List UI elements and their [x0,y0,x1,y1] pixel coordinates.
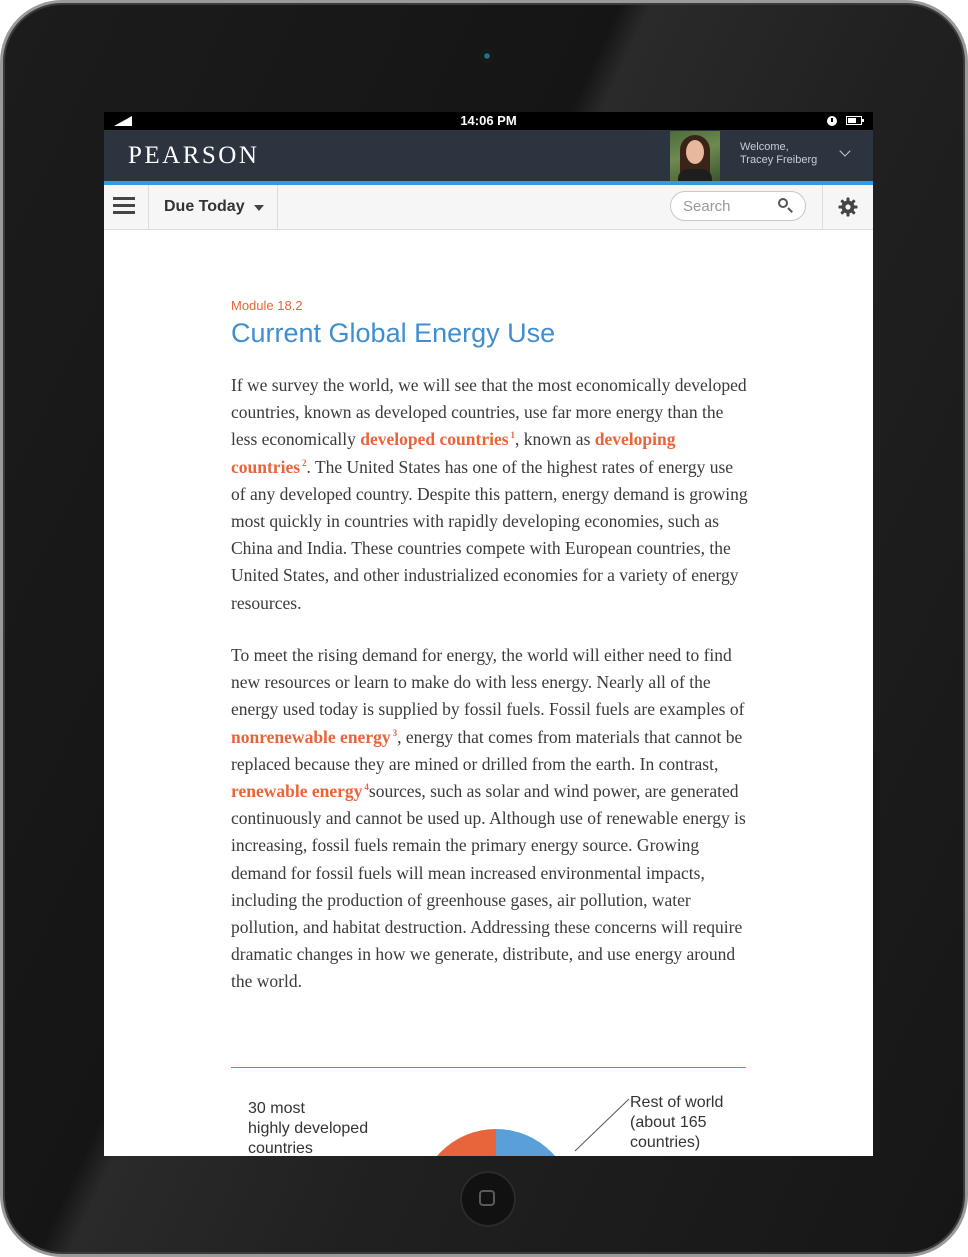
paragraph-text: sources, such as solar and wind power, are generated continuously and cannot be used up. Although use of renewable energy is increasing, fossil fuels remain the primary energy source. Growing demand for fossil fuels will mean increased environmental impacts, including the production of greenhouse gases, air pollution, water pollution, and habitat destruction. Addressing these concerns will require dramatic changes in how we generate, distribute, and use energy around the world. [231,781,746,992]
glossary-term-label: developing countries [231,429,676,477]
avatar-face [686,140,704,164]
settings-button[interactable] [822,185,873,229]
paragraph-2 [231,642,751,996]
pie-slice-rest-of-world [496,1129,574,1156]
paragraph-1 [231,372,751,617]
avatar-body [678,169,712,181]
screen [104,112,873,1156]
energy-use-figure [231,1087,751,1156]
pie-chart [411,1117,581,1156]
footnote-ref: 1 [510,430,516,441]
user-avatar[interactable] [670,131,720,181]
search-icon[interactable] [778,198,790,210]
status-bar [104,112,873,130]
glossary-term-label: renewable energy [231,781,363,802]
caret-down-icon [254,205,264,211]
paragraph-text: , known as [515,429,595,450]
menu-button[interactable] [104,185,149,229]
leader-line-rest-of-world [571,1097,631,1152]
hamburger-menu-icon [113,204,135,207]
figure-label-line: highly developed [248,1120,369,1137]
footnote-ref: 2 [302,457,307,468]
module-label: Module 18.2 [231,298,303,313]
brand-logo: PEARSON [128,142,260,169]
alarm-clock-icon [827,116,837,126]
paragraph-text: . The United States has one of the highest rates of energy use of any developed country. Despite this pattern, energy demand is growing most quickly in countries with rapidly developing economies, such as China and India. These countries compete with European countries, the United States, and other industrialized economies for a variety of energy resources. [231,456,748,613]
figure-label-line: countries) [630,1134,701,1151]
front-camera [480,49,494,63]
battery-icon [846,116,862,125]
due-today-dropdown[interactable] [148,185,278,229]
welcome-username: Tracey Freiberg [740,154,818,166]
chevron-down-icon[interactable] [839,145,850,156]
figure-label-line: Rest of world [630,1094,724,1111]
due-today-label: Due Today [164,198,245,215]
search-input[interactable] [683,197,773,215]
glossary-term-label: nonrenewable energy [231,726,391,747]
paragraph-text: To meet the rising demand for energy, the world will either need to find new resources or learn to make do with less energy. Nearly all of the energy used today is supplied by fossil fuels. Fossil fuels are examples of [231,645,745,720]
figure-label-line: countries [248,1140,313,1156]
glossary-term-renewable-energy[interactable] [231,781,369,801]
gear-icon [838,197,858,217]
status-time: 14:06 PM [460,113,517,128]
pie-slice-developed [418,1129,496,1156]
welcome-text[interactable] [740,141,817,167]
home-icon [479,1190,495,1206]
home-button[interactable] [460,1171,516,1227]
footnote-ref: 3 [392,727,398,738]
paragraph-text: , energy that comes from materials that cannot be replaced because they are mined or drilled from the earth. In contrast, [231,726,743,774]
paragraph-text: If we survey the world, we will see that the most economically developed countries, known as developed countries, use far more energy than the less economically [231,375,747,450]
toolbar [104,185,873,230]
welcome-greeting: Welcome, [740,141,789,153]
figure-label-rest-of-world [630,1093,723,1153]
app-header [104,130,873,185]
hamburger-menu-icon [113,197,135,200]
section-divider [231,1067,746,1068]
figure-label-developed [248,1099,368,1156]
glossary-term-nonrenewable-energy[interactable] [231,727,397,747]
figure-label-line: (about 165 [630,1114,707,1131]
glossary-term-developed-countries[interactable] [360,429,515,449]
glossary-term-label: developed countries [360,429,509,450]
figure-label-line: 30 most [248,1100,305,1117]
hamburger-menu-icon [113,211,135,214]
footnote-ref: 4 [364,782,369,793]
search-box[interactable] [670,191,806,221]
page-title: Current Global Energy Use [231,318,556,348]
